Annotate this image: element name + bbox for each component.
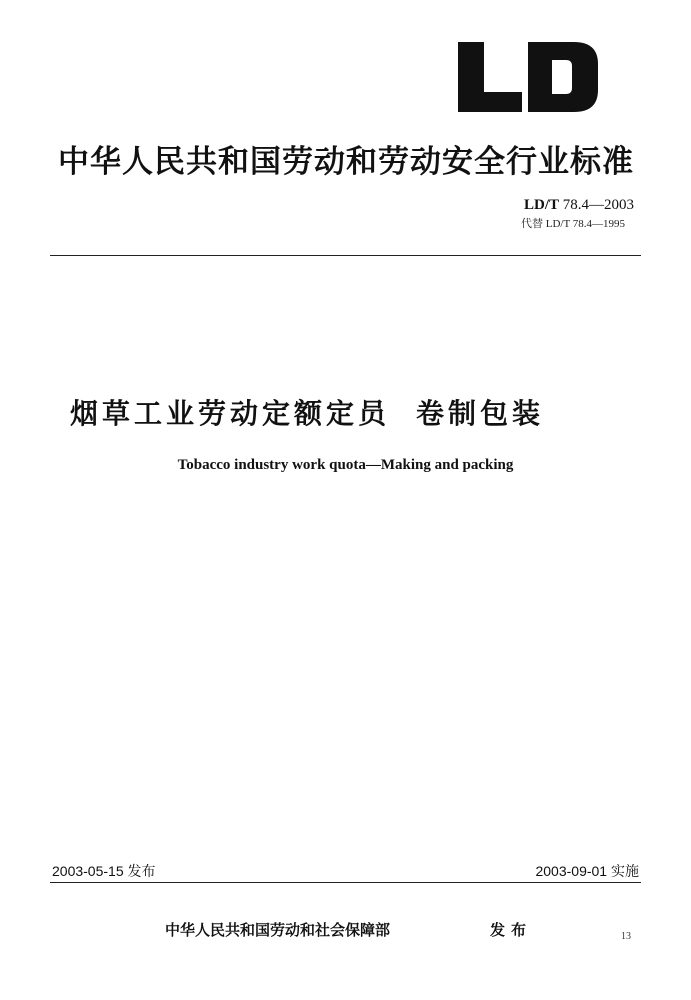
standard-code — [524, 197, 634, 214]
issue-date: 2003-05-15 发布 — [52, 863, 156, 879]
document-title-chinese — [70, 392, 630, 432]
publisher-name: 中华人民共和国劳动和社会保障部 — [165, 921, 391, 939]
title-main: 烟草工业劳动定额定员 — [70, 397, 391, 430]
document-title-english: Tobacco industry work quota—Making and packing — [177, 457, 514, 473]
page-number: 13 — [621, 931, 631, 942]
top-divider — [50, 255, 641, 256]
standard-code-number: 78.4—2003 — [562, 197, 634, 213]
publish-label: 发布 — [490, 921, 533, 939]
effective-date: 2003-09-01 实施 — [535, 863, 639, 879]
title-sub: 卷制包装 — [416, 397, 545, 430]
standard-replaces: 代替 LD/T 78.4—1995 — [521, 218, 625, 230]
organization-title: 中华人民共和国劳动和劳动安全行业标准 — [58, 144, 634, 180]
standard-code-prefix: LD/T — [523, 197, 559, 213]
ld-logo — [458, 42, 598, 112]
bottom-divider — [50, 882, 641, 883]
